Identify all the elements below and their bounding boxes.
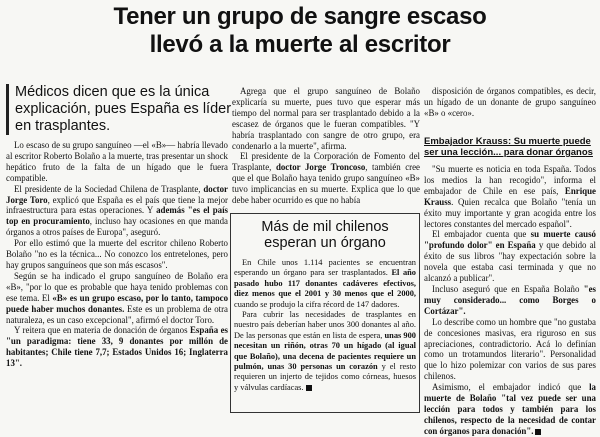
paragraph: Por ello estimó que la muerte del escritor chileno Roberto Bolaño "no es la técnica... No conozco los entretelones, pero hay grupos sanguíneos que son más escasos". (6, 238, 228, 270)
headline-line-2: llevó a la muerte al escritor (149, 31, 451, 58)
article-column-2 (232, 86, 420, 206)
paragraph: El embajador cuenta que su muerte causó "profundo dolor" en España y que debido al éxito de sus libros "hay expectación sobre la novela que estaba casi terminada y que no alcanzó a publicar". (424, 229, 596, 284)
section-title: Embajador Krauss: Su muerte puede ser una lección... para donar órganos (424, 136, 593, 158)
deck-summary: Médicos dicen que es la única explicación, pues España es líder en trasplantes. (6, 84, 237, 135)
paragraph: Lo describe como un hombre que "no gustaba de concesiones masivas, era riguroso en sus apreciaciones, contradictorio. Acá lo definían como un trotamundos literario". Personalidad que lo hizo polemizar con varios de sus pares chilenos. (424, 316, 596, 382)
paragraph: El presidente de la Sociedad Chilena de Trasplante, doctor Jorge Toro, explicó que España es el país que tiene la mejor infraestructura para estas operaciones. Y además "es el país top en procuramiento, incluso hay ocasiones en que manda órganos a otros países de Europa", aseguró. (6, 183, 228, 238)
sidebar-box-text (234, 258, 416, 393)
end-mark-icon (306, 385, 312, 391)
article-column-1 (6, 140, 228, 369)
article-column-3 (424, 86, 596, 119)
paragraph: Según se ha indicado el grupo sanguíneo de Bolaño era «B», "por lo que es probable que haya tenido problemas con ese tema. El «B» es un grupo escaso, por lo tanto, tampoco puede haber muchos donantes. Este es un problema de otra naturaleza, es un caso excepcional", afirmó el doctor Toro. (6, 270, 229, 325)
end-mark-icon (535, 429, 541, 435)
sidebar-box-title-line-1: Más de mil chilenos (261, 219, 389, 235)
paragraph: Y reitera que en materia de donación de órganos España es "un paradigma: tiene 33, 9 donantes por millón de habitantes; Chile tiene 7,7; Estados Unidos 16; Inglaterra 13". (6, 325, 229, 369)
paragraph: El presidente de la Corporación de Fomento del Trasplante, doctor Jorge Troncoso, también cree que el que Bolaño haya tenido grupo sanguíneo «B» tuvo implicancias en su muerte. Explica que lo que debe haber ocurrido es que no había (232, 151, 420, 206)
paragraph: Lo escaso de su grupo sanguíneo —el «B»— habría llevado al escritor Roberto Bolaño a la muerte, tras presentar un shock hepático fruto de la falta de un hígado que le fuera compatible. (6, 140, 228, 183)
paragraph: disposición de órganos compatibles, es decir, un hígado de un donante de grupo sanguíneo «B» o «cero». (424, 86, 596, 118)
paragraph: Agrega que el grupo sanguíneo de Bolaño explicaría su muerte, pues tuvo que esperar más tiempo del normal para ser trasplantado debido a la escasez de órganos que le fueran compatibles. "Y habría trasplantado con sangre de otro grupo, era condenarlo a la muerte", afirma. (232, 86, 420, 151)
paragraph: Para cubrir las necesidades de trasplantes en nuestro país deberían haber unos 300 donantes al año. De las personas que están en lista de espera, unas 900 necesitan un riñón, otras 70 un hígado (al igual que Bolaño), una decena de pacientes requiere un pulmón, unas 30 personas un corazón y el resto requieren un injerto de tejidos como córneas, huesos y válvulas cardíacas. (234, 310, 416, 392)
headline (0, 3, 600, 59)
headline-line-1: Tener un grupo de sangre escaso (113, 3, 487, 30)
article-column-3-continued (424, 164, 596, 437)
paragraph: En Chile unos 1.114 pacientes se encuentran esperando un órgano para ser trasplantados. El año pasado hubo 117 donantes cadáveres efectivos, diez menos que el 2001 y 30 menos que el 2000, cuando se produjo la cifra récord de 147 dadores. (234, 258, 416, 309)
paragraph: Incluso aseguró que en España Bolaño "es muy considerado... como Borges o Cortázar". (424, 283, 596, 316)
sidebar-box-title-line-2: esperan un órgano (264, 235, 386, 251)
paragraph: "Su muerte es noticia en toda España. Todos los medios la han recogido", informa el embajador de Chile en ese país, Enrique Krauss. Quien recalca que Bolaño "tenía un éxito muy importante y gran acogida entre los lectores constantes del mercado español". (424, 164, 596, 229)
paragraph: Asimismo, el embajador indicó que la muerte de Bolaño "tal vez puede ser una lección para todos y también para los chilenos, respecto de la necesidad de contar con órganos para donación". (424, 382, 596, 436)
sidebar-box-title (230, 219, 420, 251)
